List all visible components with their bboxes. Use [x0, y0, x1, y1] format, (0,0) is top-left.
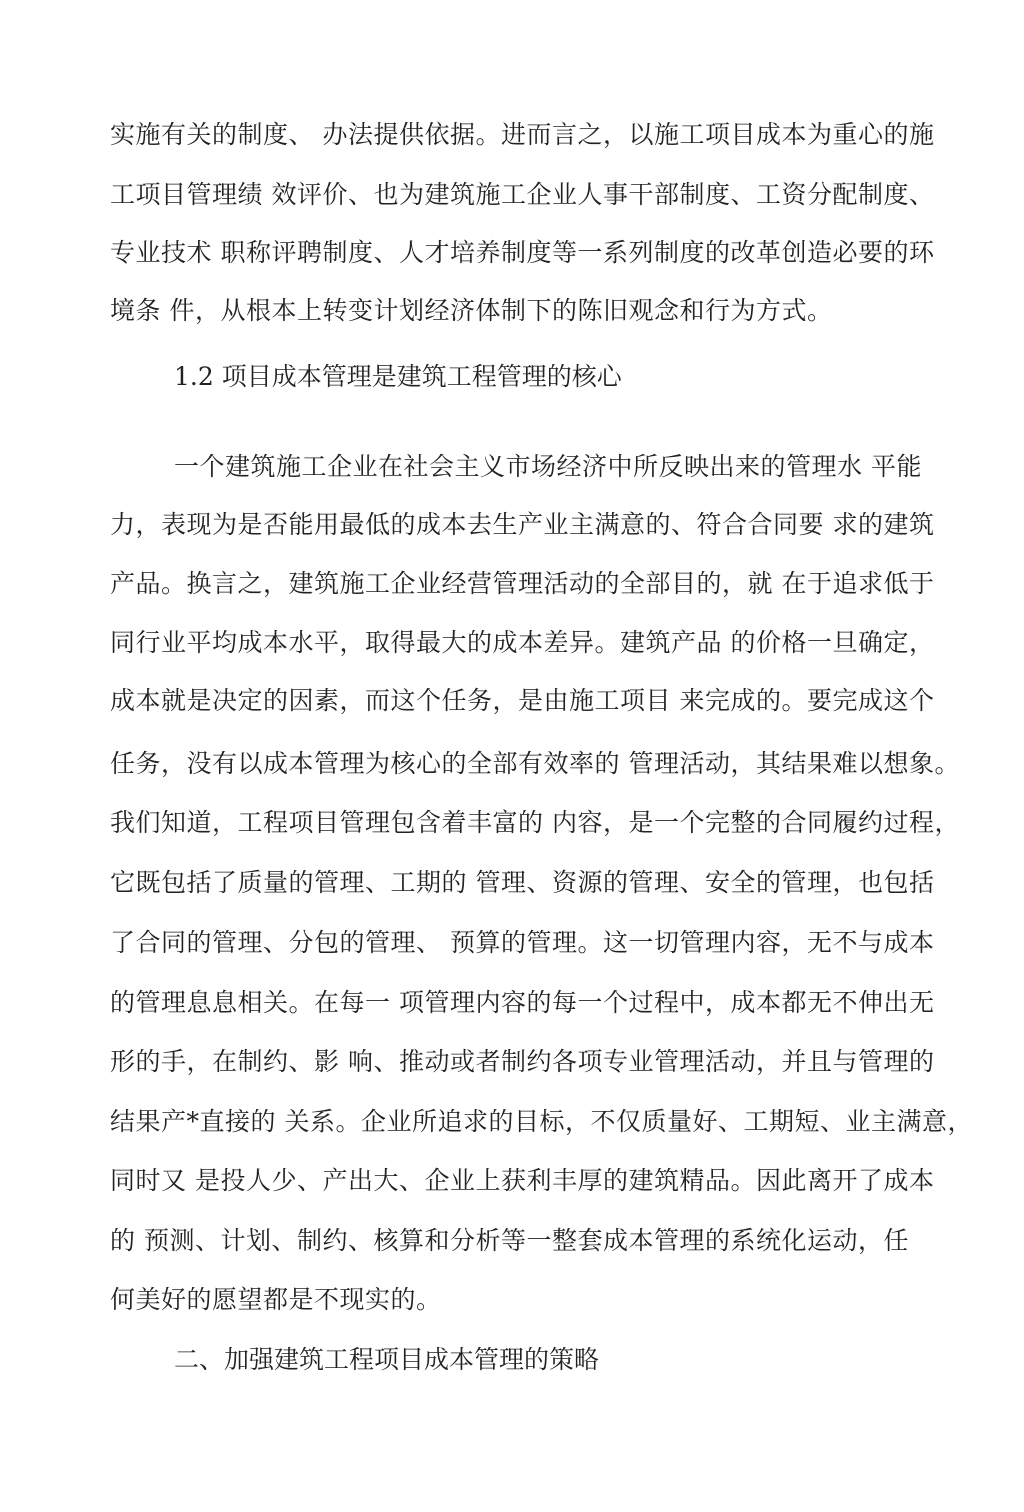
paragraph-line: 实施有关的制度、 办法提供依据。进而言之，以施工项目成本为重心的施	[110, 120, 935, 149]
paragraph-line: 的 预测、计划、制约、核算和分析等一整套成本管理的系统化运动，任	[110, 1226, 909, 1255]
section-heading: 二、加强建筑工程项目成本管理的策略	[174, 1345, 600, 1374]
paragraph-line: 的管理息息相关。在每一 项管理内容的每一个过程中，成本都无不伸出无	[110, 988, 935, 1017]
section-heading: 1.2 项目成本管理是建筑工程管理的核心	[174, 362, 622, 391]
paragraph-line: 形的手，在制约、影 响、推动或者制约各项专业管理活动，并且与管理的	[110, 1047, 935, 1076]
paragraph-line: 了合同的管理、分包的管理、 预算的管理。这一切管理内容，无不与成本	[110, 928, 935, 957]
paragraph-line: 结果产*直接的 关系。企业所追求的目标，不仅质量好、工期短、业主满意，	[110, 1107, 973, 1136]
paragraph-line: 同时又 是投人少、产出大、企业上获利丰厚的建筑精品。因此离开了成本	[110, 1166, 935, 1195]
paragraph-line: 我们知道，工程项目管理包含着丰富的 内容，是一个完整的合同履约过程，	[110, 808, 960, 837]
paragraph-line: 工项目管理绩 效评价、也为建筑施工企业人事干部制度、工资分配制度、	[110, 180, 935, 209]
paragraph-line: 产品。换言之，建筑施工企业经营管理活动的全部目的，就 在于追求低于	[110, 569, 935, 598]
paragraph-line: 一个建筑施工企业在社会主义市场经济中所反映出来的管理水 平能	[174, 452, 922, 481]
paragraph-line: 任务，没有以成本管理为核心的全部有效率的 管理活动，其结果难以想象。	[110, 749, 960, 778]
paragraph-line: 境条 件，从根本上转变计划经济体制下的陈旧观念和行为方式。	[110, 296, 833, 325]
paragraph-line: 专业技术 职称评聘制度、人才培养制度等一系列制度的改革创造必要的环	[110, 238, 935, 267]
paragraph-line: 成本就是决定的因素，而这个任务，是由施工项目 来完成的。要完成这个	[110, 686, 935, 715]
paragraph-line: 它既包括了质量的管理、工期的 管理、资源的管理、安全的管理，也包括	[110, 868, 935, 897]
paragraph-line: 何美好的愿望都是不现实的。	[110, 1285, 442, 1314]
paragraph-line: 同行业平均成本水平，取得最大的成本差异。建筑产品 的价格一旦确定，	[110, 628, 935, 657]
paragraph-line: 力，表现为是否能用最低的成本去生产业主满意的、符合合同要 求的建筑	[110, 510, 935, 539]
